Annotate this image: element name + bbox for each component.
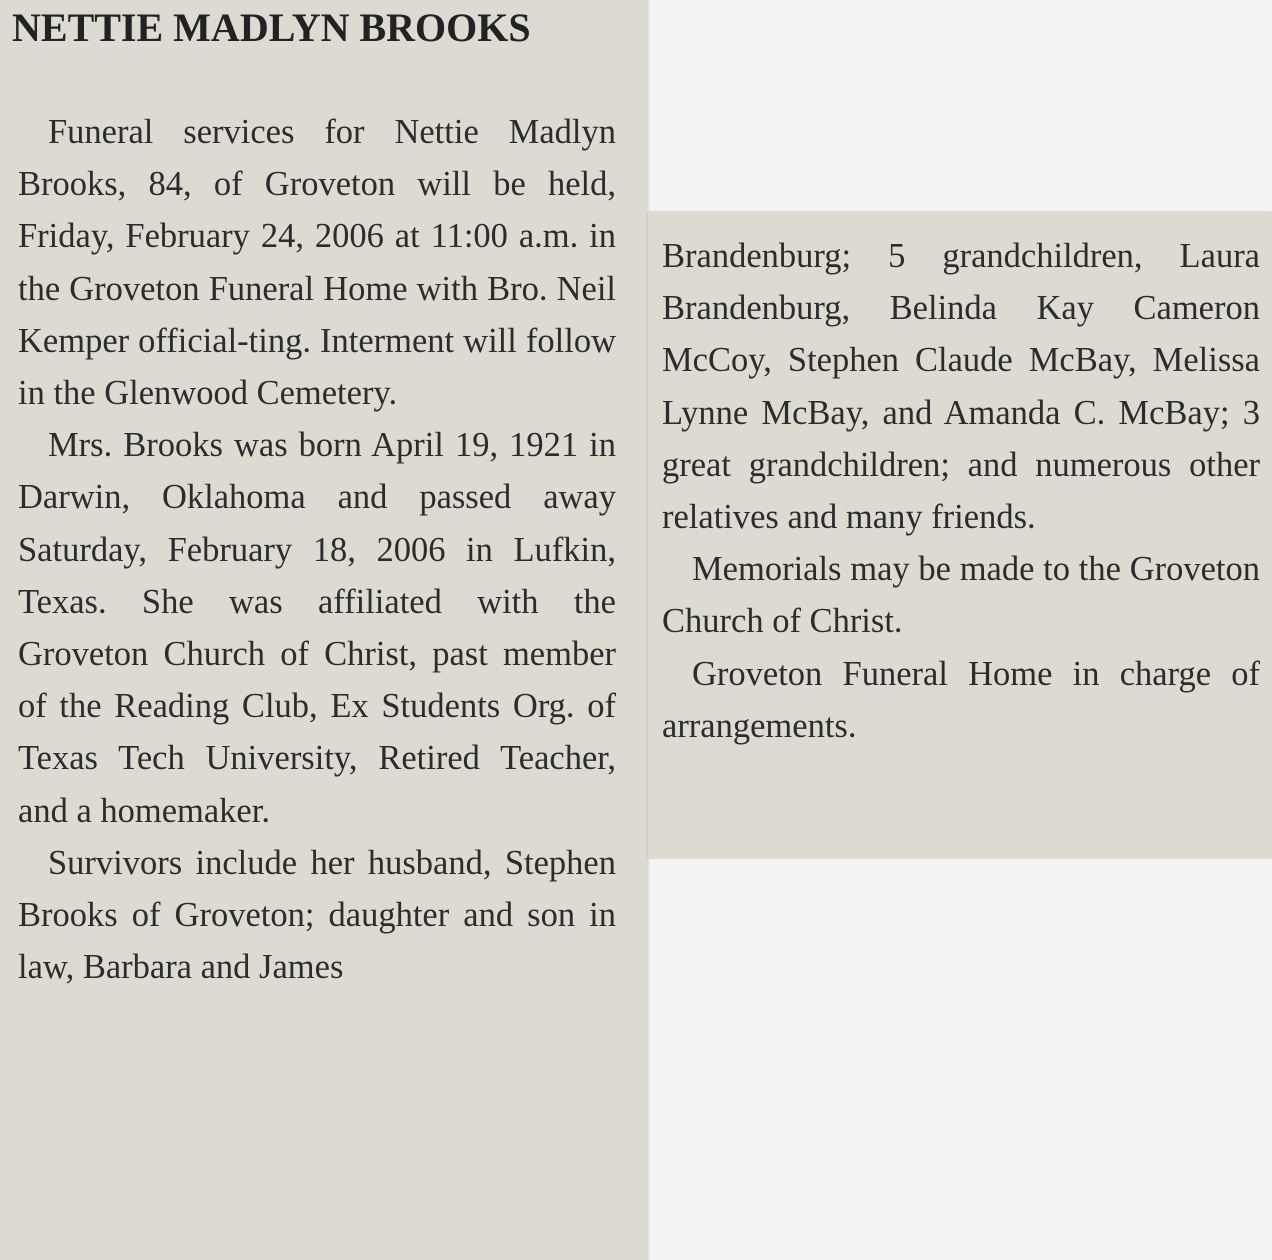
survivors-paragraph: Survivors include her husband, Stephen Brooks of Groveton; daughter and son in law, Barbara and James bbox=[18, 843, 616, 987]
memorials-paragraph: Memorials may be made to the Groveton Church of Christ. bbox=[662, 550, 1260, 641]
obituary-headline: NETTIE MADLYN BROOKS bbox=[12, 5, 531, 50]
left-column bbox=[18, 106, 616, 993]
biography-paragraph: Mrs. Brooks was born April 19, 1921 in Darwin, Oklahoma and passed away Saturday, February 18, 2006 in Lufkin, Texas. She was affiliated with the Groveton Church of Christ, past member of the Reading Club, Ex Students Org. of Texas Tech University, Retired Teacher, and a homemaker. bbox=[18, 426, 616, 830]
funeral-services-paragraph: Funeral services for Nettie Madlyn Brooks, 84, of Groveton will be held, Friday, February 24, 2006 at 11:00 a.m. in the Groveton Funeral Home with Bro. Neil Kemper official-ting. Interment will follow in the Glenwood Cemetery. bbox=[18, 113, 616, 413]
right-column bbox=[662, 230, 1260, 752]
arrangements-paragraph: Groveton Funeral Home in charge of arrangements. bbox=[662, 654, 1260, 745]
survivors-continued-paragraph: Brandenburg; 5 grandchildren, Laura Brandenburg, Belinda Kay Cameron McCoy, Stephen Claude McBay, Melissa Lynne McBay, and Amanda C. McBay; 3 great grandchildren; and numerous other relatives and many friends. bbox=[662, 237, 1260, 537]
